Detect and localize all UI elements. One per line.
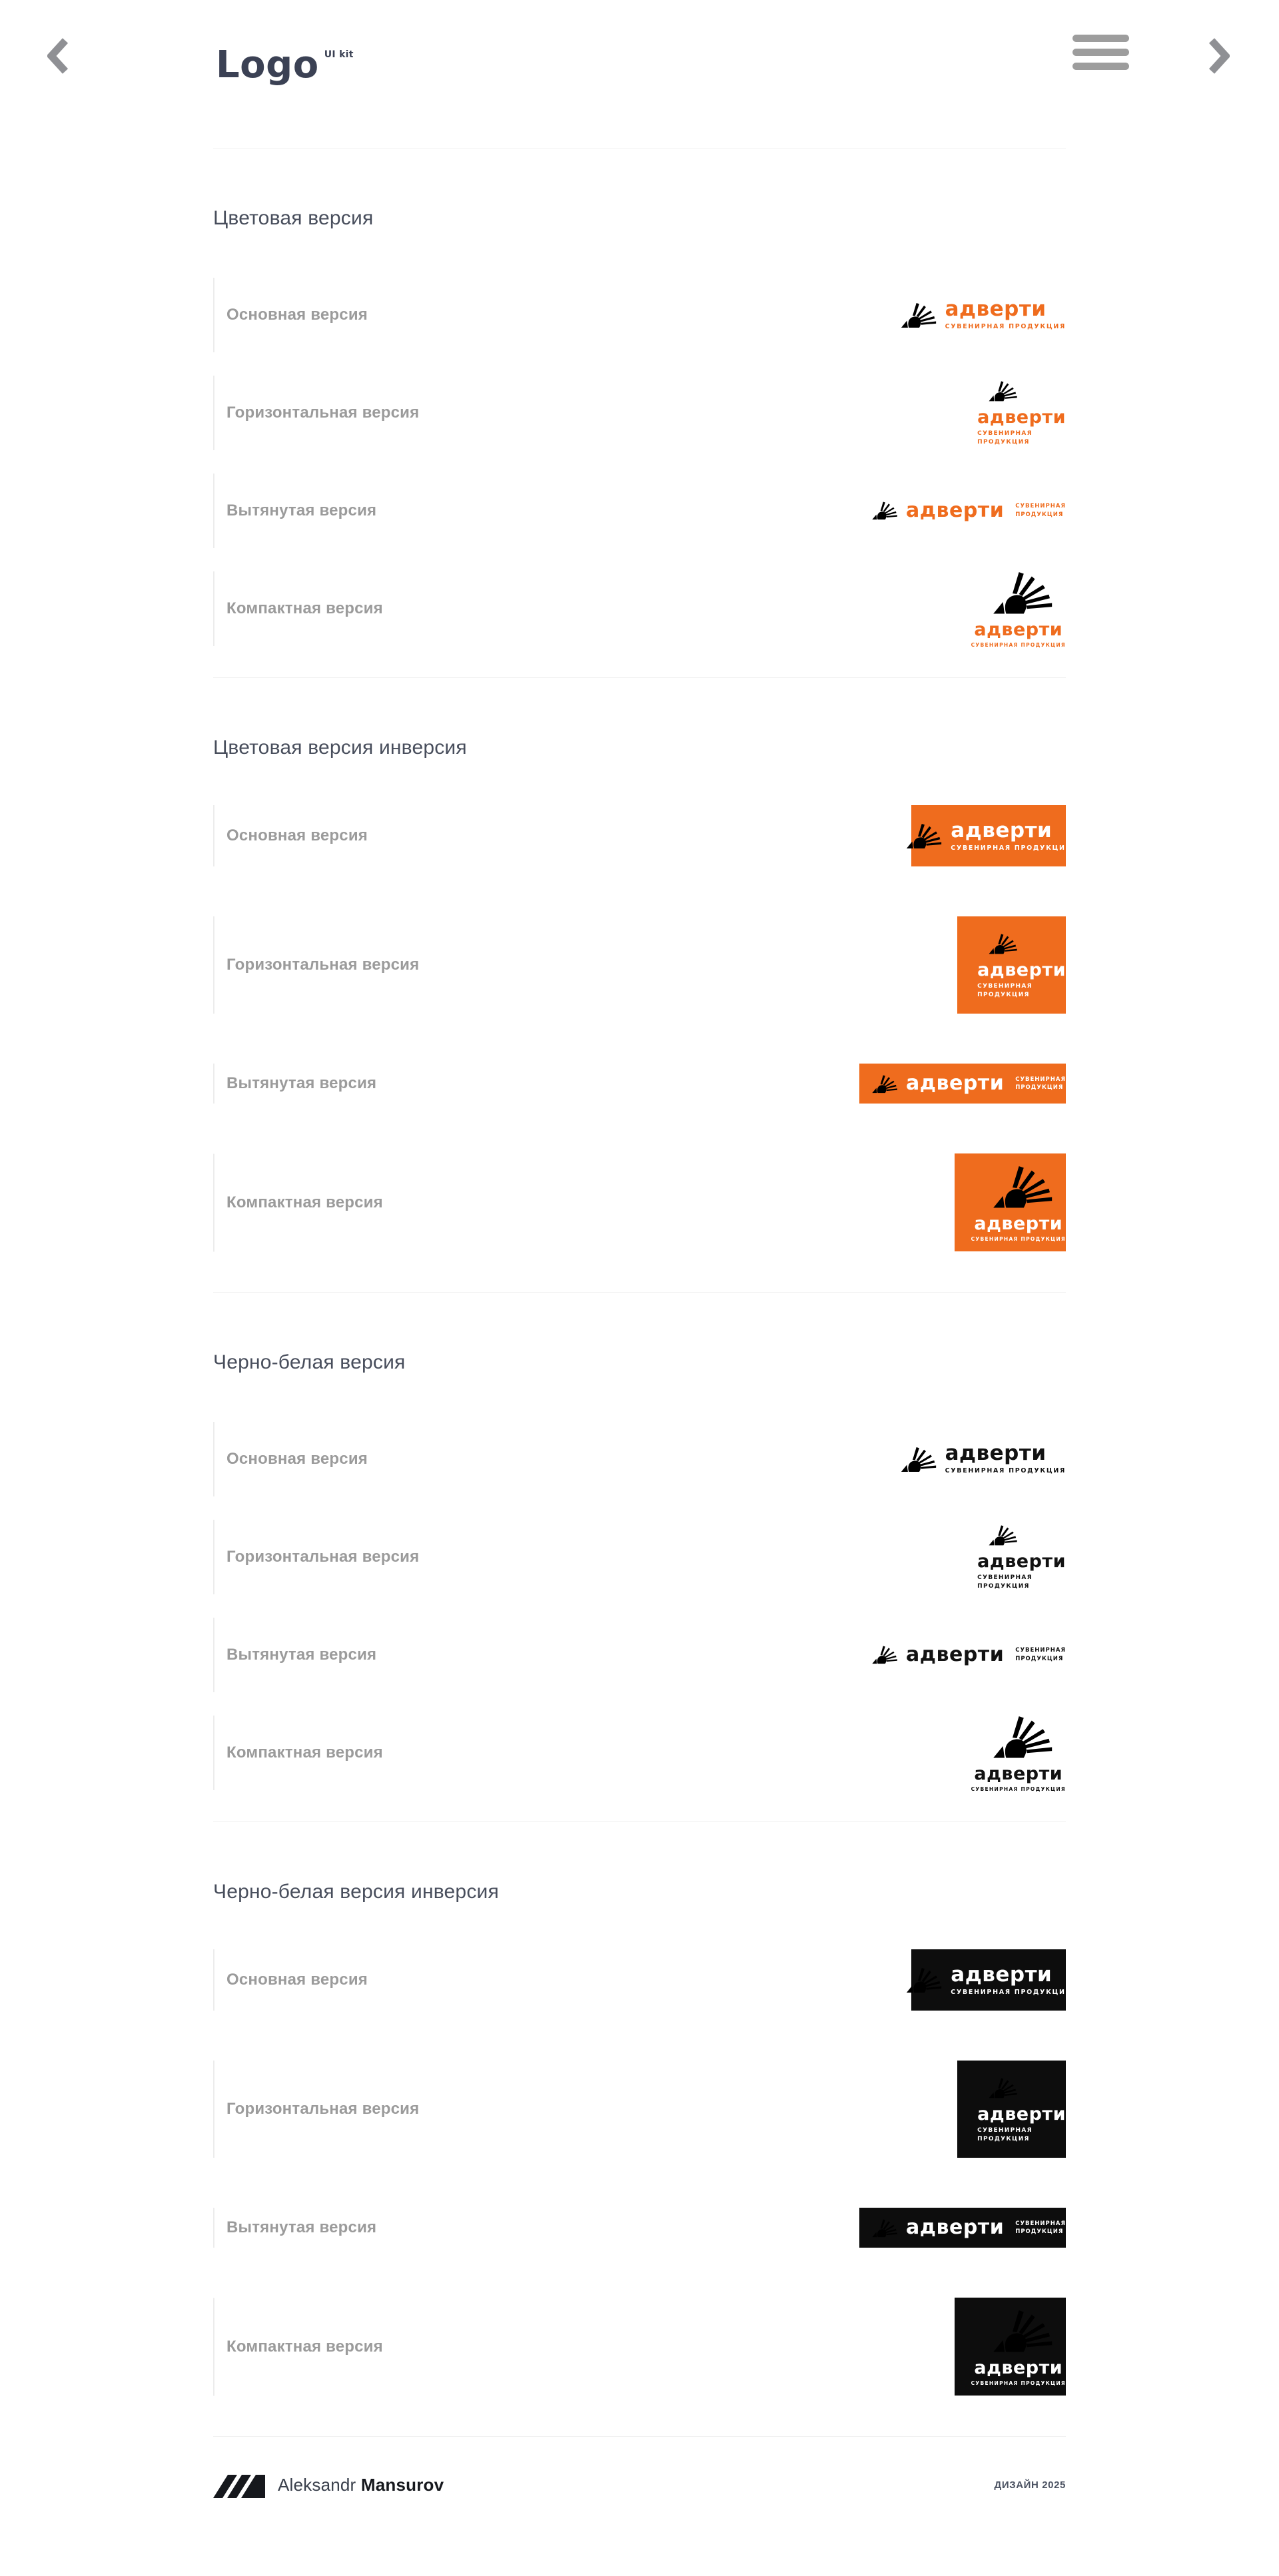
brand-tagline-line2: ПРОДУКЦИЯ <box>1015 511 1064 518</box>
page-header <box>0 0 1279 148</box>
section-title: Черно-белая версия <box>213 1351 406 1373</box>
brand-tagline-line2: ПРОДУКЦИЯ <box>1015 1655 1064 1662</box>
logo-color-horizontal <box>977 380 1066 446</box>
hedgehog-pencil-icon <box>905 821 943 850</box>
brand-tagline-line1: СУВЕНИРНАЯ <box>977 430 1033 437</box>
brand-tagline-line2: ПРОДУКЦИЯ <box>977 2135 1030 2142</box>
brand-tagline-line1: СУВЕНИРНАЯ <box>977 1574 1033 1581</box>
row-label: Основная версия <box>226 305 368 324</box>
brand-wordmark: адверти <box>977 2103 1066 2124</box>
hedgehog-pencil-icon <box>900 300 938 330</box>
logo-color-stretched <box>871 500 1066 521</box>
logo-row <box>213 916 1066 1014</box>
section-color-inverse <box>213 678 1072 1292</box>
author-first-name: Aleksandr <box>278 2474 356 2495</box>
logo-row <box>213 2298 1066 2396</box>
logo-row <box>213 805 1072 866</box>
menu-button[interactable] <box>1072 35 1129 70</box>
logo-inverse-main <box>905 820 1071 852</box>
row-label: Компактная версия <box>226 1193 383 1211</box>
brand-tagline-line1: СУВЕНИРНАЯ <box>1015 503 1066 509</box>
page-title-text: Logo <box>216 43 319 87</box>
brand-tagline-line2: ПРОДУКЦИЯ <box>1015 2228 1064 2235</box>
logo-row <box>213 1949 1072 2011</box>
logo-plate-black-stretched <box>859 2208 1066 2248</box>
brand-wordmark: адверти <box>974 619 1063 641</box>
row-label: Вытянутая версия <box>226 1074 377 1092</box>
logo-plate-black-main <box>911 1949 1072 2011</box>
hedgehog-pencil-icon <box>871 500 899 521</box>
brand-wordmark: адверти <box>906 2216 1005 2239</box>
row-label: Компактная версия <box>226 1743 383 1762</box>
logo-bw-inverse-main <box>905 1962 1072 1996</box>
brand-tagline: СУВЕНИРНАЯ ПРОДУКЦИЯ <box>971 1786 1066 1793</box>
logo-plate-orange-stretched <box>859 1064 1066 1104</box>
row-label: Компактная версия <box>226 599 383 617</box>
brand-tagline-line1: СУВЕНИРНАЯ <box>1015 1076 1066 1083</box>
section-bw-inverse <box>213 1822 1072 2436</box>
row-label: Вытянутая версия <box>226 1645 377 1664</box>
logo-plate-black-compact <box>955 2298 1066 2396</box>
brand-tagline: СУВЕНИРНАЯ ПРОДУКЦИЯ <box>971 642 1066 649</box>
row-label: Основная версия <box>226 1449 368 1468</box>
brand-wordmark: адверти <box>977 407 1066 428</box>
brand-tagline: СУВЕНИРНАЯ ПРОДУКЦИЯ <box>951 844 1072 852</box>
brand-tagline: СУВЕНИРНАЯ ПРОДУКЦИЯ <box>951 1988 1072 1996</box>
brand-tagline-line1: СУВЕНИРНАЯ <box>1015 2220 1066 2227</box>
brand-wordmark: адверти <box>945 1441 1047 1466</box>
hedgehog-pencil-icon <box>991 2307 1055 2354</box>
brand-tagline-line1: СУВЕНИРНАЯ <box>977 982 1033 990</box>
logo-row <box>213 462 1066 559</box>
brand-tagline: СУВЕНИРНАЯ ПРОДУКЦИЯ <box>945 1467 1066 1475</box>
row-label: Основная версия <box>226 826 368 844</box>
logo-row <box>213 1410 1066 1508</box>
hedgehog-pencil-icon <box>871 1074 899 1094</box>
brand-wordmark: адверти <box>977 959 1066 980</box>
hamburger-menu-icon <box>1072 49 1129 56</box>
brand-wordmark: адверти <box>974 1764 1063 1785</box>
brand-tagline: СУВЕНИРНАЯ ПРОДУКЦИЯ <box>945 323 1066 331</box>
logo-row <box>213 1606 1066 1704</box>
brand-tagline: СУВЕНИРНАЯ ПРОДУКЦИЯ <box>971 2380 1066 2387</box>
logo-plate-orange-horizontal <box>957 916 1066 1014</box>
row-label: Горизонтальная версия <box>226 1547 420 1566</box>
author-last-name: Mansurov <box>360 2474 444 2495</box>
row-label: Компактная версия <box>226 2337 383 2356</box>
chevron-right-icon <box>1207 37 1230 75</box>
logo-inverse-compact <box>971 1163 1066 1242</box>
hedgehog-pencil-icon <box>991 1713 1055 1760</box>
prev-page-button[interactable] <box>47 37 70 75</box>
hamburger-menu-icon <box>1072 63 1129 70</box>
row-label: Вытянутая версия <box>226 501 377 519</box>
logo-color-main <box>900 299 1066 330</box>
hedgehog-pencil-icon <box>991 569 1055 616</box>
hedgehog-pencil-icon <box>871 1644 899 1665</box>
logo-row <box>213 1064 1066 1104</box>
logo-plate-orange-compact <box>955 1153 1066 1251</box>
logo-bw-inverse-stretched <box>871 2218 1066 2238</box>
row-label: Горизонтальная версия <box>226 956 420 974</box>
logo-row <box>213 2061 1066 2158</box>
design-credit: ДИЗАЙН 2025 <box>994 2479 1066 2491</box>
logo-plate-orange-main <box>911 805 1072 866</box>
brand-wordmark: адверти <box>974 1213 1063 1235</box>
brand-wordmark: адверти <box>974 2358 1063 2379</box>
section-bw-version <box>213 1293 1066 1821</box>
logo-row <box>213 1704 1066 1801</box>
hedgehog-pencil-icon <box>905 1965 943 1995</box>
brand-wordmark: адверти <box>951 818 1053 842</box>
hedgehog-pencil-icon <box>991 1163 1055 1210</box>
section-color-version <box>213 149 1066 677</box>
brand-tagline-line1: СУВЕНИРНАЯ <box>977 2126 1033 2134</box>
row-label: Основная версия <box>226 1971 368 1989</box>
logo-color-compact <box>971 569 1066 648</box>
logo-row <box>213 1508 1066 1606</box>
brand-wordmark: адверти <box>945 297 1047 322</box>
brand-wordmark: адверти <box>906 498 1005 522</box>
page-footer <box>213 2437 1066 2573</box>
section-title: Черно-белая версия инверсия <box>213 1881 499 1903</box>
hedgehog-pencil-icon <box>988 1524 1019 1546</box>
logo-inverse-stretched <box>871 1074 1066 1094</box>
section-title: Цветовая версия инверсия <box>213 737 467 759</box>
logo-bw-inverse-compact <box>971 2307 1066 2386</box>
hamburger-menu-icon <box>1072 35 1129 42</box>
hedgehog-pencil-icon <box>871 2218 899 2238</box>
logo-row <box>213 559 1066 657</box>
brand-tagline-line2: ПРОДУКЦИЯ <box>977 1583 1030 1590</box>
row-label: Горизонтальная версия <box>226 403 420 422</box>
logo-bw-compact <box>971 1713 1066 1792</box>
brand-tagline-line2: ПРОДУКЦИЯ <box>977 439 1030 446</box>
brand-wordmark: адверти <box>906 1072 1005 1095</box>
logo-row <box>213 364 1066 462</box>
logo-plate-black-horizontal <box>957 2061 1066 2158</box>
hedgehog-pencil-icon <box>900 1445 938 1474</box>
chevron-left-icon <box>47 37 70 75</box>
logo-bw-horizontal <box>977 1524 1066 1590</box>
page-title-superscript: UI kit <box>324 49 354 60</box>
logo-row <box>213 2208 1066 2248</box>
logo-bw-main <box>900 1443 1066 1474</box>
brand-tagline-line1: СУВЕНИРНАЯ <box>1015 1647 1066 1654</box>
brand-tagline-line2: ПРОДУКЦИЯ <box>977 991 1030 998</box>
row-label: Вытянутая версия <box>226 2218 377 2236</box>
hedgehog-pencil-icon <box>988 2077 1019 2099</box>
brand-wordmark: адверти <box>906 1642 1005 1666</box>
author-name <box>278 2475 444 2495</box>
hedgehog-pencil-icon <box>988 380 1019 402</box>
am-monogram-icon <box>213 2471 266 2498</box>
logo-row <box>213 1153 1066 1251</box>
logo-row <box>213 266 1066 364</box>
section-title: Цветовая версия <box>213 207 374 229</box>
brand-tagline-line2: ПРОДУКЦИЯ <box>1015 1084 1064 1091</box>
logo-inverse-horizontal <box>977 932 1066 998</box>
brand-wordmark: адверти <box>951 1962 1053 1987</box>
hedgehog-pencil-icon <box>988 932 1019 955</box>
next-page-button[interactable] <box>1207 37 1230 75</box>
brand-wordmark: адверти <box>977 1551 1066 1572</box>
brand-tagline: СУВЕНИРНАЯ ПРОДУКЦИЯ <box>971 1236 1066 1243</box>
page-title <box>216 43 354 87</box>
logo-bw-stretched <box>871 1644 1066 1665</box>
row-label: Горизонтальная версия <box>226 2100 420 2118</box>
logo-bw-inverse-horizontal <box>977 2077 1066 2142</box>
